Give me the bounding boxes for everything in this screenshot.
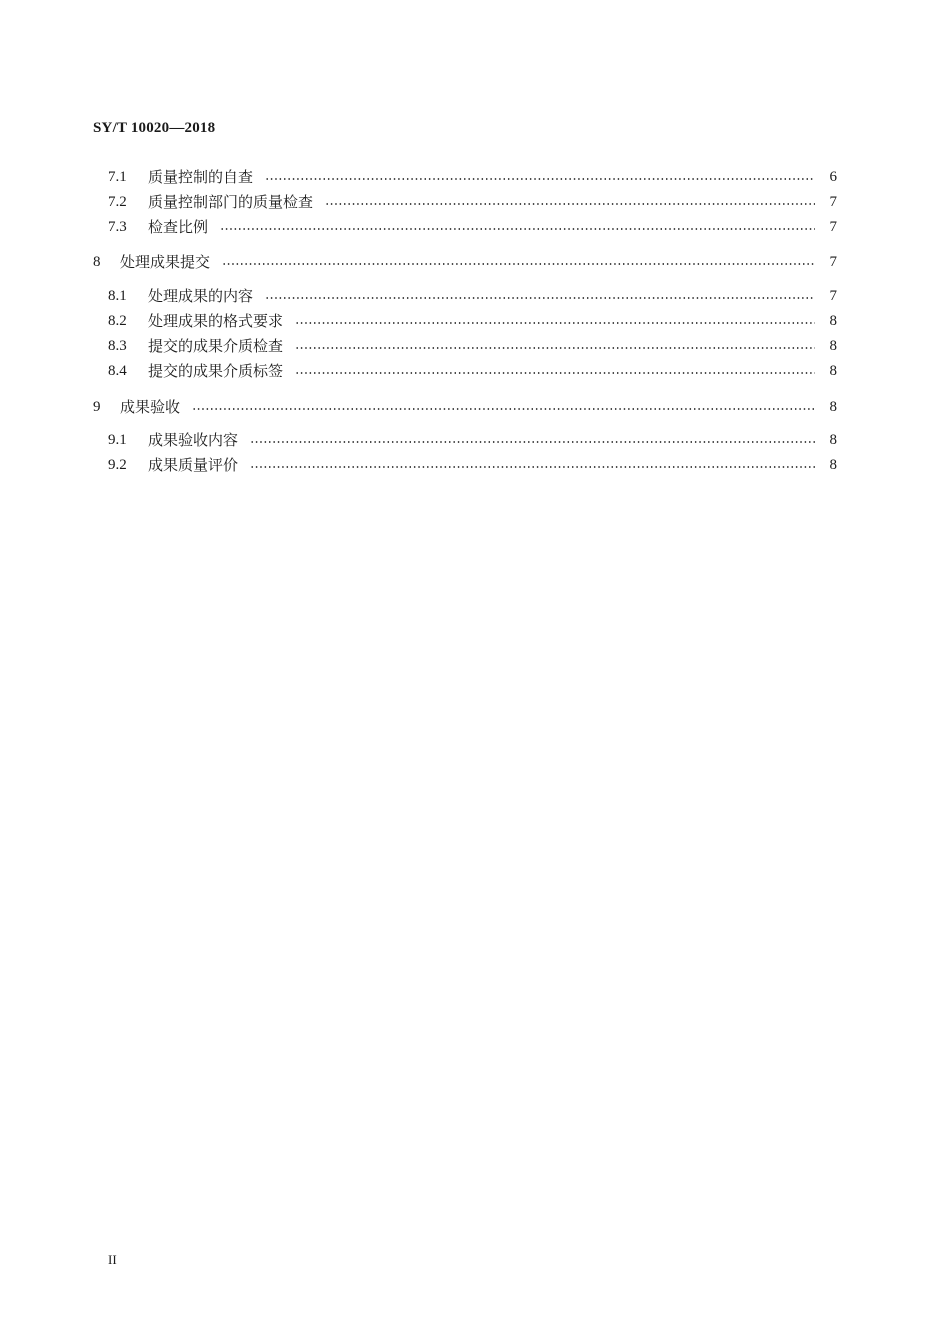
toc-entry-number: 7.2: [108, 194, 127, 210]
toc-entry-7-3[interactable]: [0, 214, 950, 236]
toc-entry-title: 处理成果的格式要求: [148, 312, 284, 330]
toc-entry-7-1[interactable]: [0, 164, 950, 186]
toc-entry-title: 提交的成果介质标签: [148, 362, 284, 380]
toc-entry-page: 6: [829, 169, 837, 185]
toc-entry-8[interactable]: [0, 249, 950, 271]
toc-entry-page: 7: [829, 254, 837, 270]
toc-entry-number: 8.3: [108, 338, 127, 354]
toc-entry-8-1[interactable]: [0, 283, 950, 305]
toc-entry-number: 9.2: [108, 457, 127, 473]
toc-entry-title: 成果验收内容: [148, 431, 239, 449]
dot-leader: [325, 203, 815, 205]
dot-leader: [295, 372, 815, 374]
toc-entry-9-1[interactable]: [0, 427, 950, 449]
toc-entry-page: 8: [829, 338, 837, 354]
dot-leader: [250, 441, 815, 443]
page-number-footer: II: [108, 1252, 117, 1267]
toc-entry-title: 成果验收: [120, 398, 181, 416]
dot-leader: [295, 347, 815, 349]
toc-entry-page: 8: [829, 363, 837, 379]
toc-entry-9-2[interactable]: [0, 452, 950, 474]
toc-entry-page: 7: [829, 194, 837, 210]
toc-entry-page: 7: [829, 288, 837, 304]
toc-entry-8-4[interactable]: [0, 358, 950, 380]
toc-entry-number: 7.1: [108, 169, 127, 185]
toc-entry-number: 8.1: [108, 288, 127, 304]
dot-leader: [265, 178, 815, 180]
toc-entry-title: 检查比例: [148, 218, 209, 236]
toc-entry-8-3[interactable]: [0, 333, 950, 355]
toc-entry-page: 8: [829, 313, 837, 329]
toc-entry-page: 8: [829, 457, 837, 473]
toc-entry-number: 8.2: [108, 313, 127, 329]
dot-leader: [265, 297, 815, 299]
toc-entry-page: 8: [829, 399, 837, 415]
toc-entry-8-2[interactable]: [0, 308, 950, 330]
toc-entry-page: 8: [829, 432, 837, 448]
dot-leader: [192, 408, 815, 410]
toc-entry-title: 成果质量评价: [148, 456, 239, 474]
toc-entry-number: 8.4: [108, 363, 127, 379]
dot-leader: [222, 263, 815, 265]
document-code-header: SY/T 10020—2018: [93, 120, 216, 136]
toc-entry-number: 9: [93, 399, 101, 415]
dot-leader: [220, 228, 815, 230]
toc-entry-title: 处理成果提交: [120, 253, 211, 271]
toc-entry-title: 提交的成果介质检查: [148, 337, 284, 355]
toc-entry-title: 处理成果的内容: [148, 287, 254, 305]
dot-leader: [250, 466, 815, 468]
toc-entry-page: 7: [829, 219, 837, 235]
toc-entry-7-2[interactable]: [0, 189, 950, 211]
toc-entry-number: 9.1: [108, 432, 127, 448]
dot-leader: [295, 322, 815, 324]
toc-entry-title: 质量控制的自查: [148, 168, 254, 186]
toc-entry-9[interactable]: [0, 394, 950, 416]
toc-entry-number: 8: [93, 254, 101, 270]
toc-entry-title: 质量控制部门的质量检查: [148, 193, 314, 211]
toc-entry-number: 7.3: [108, 219, 127, 235]
